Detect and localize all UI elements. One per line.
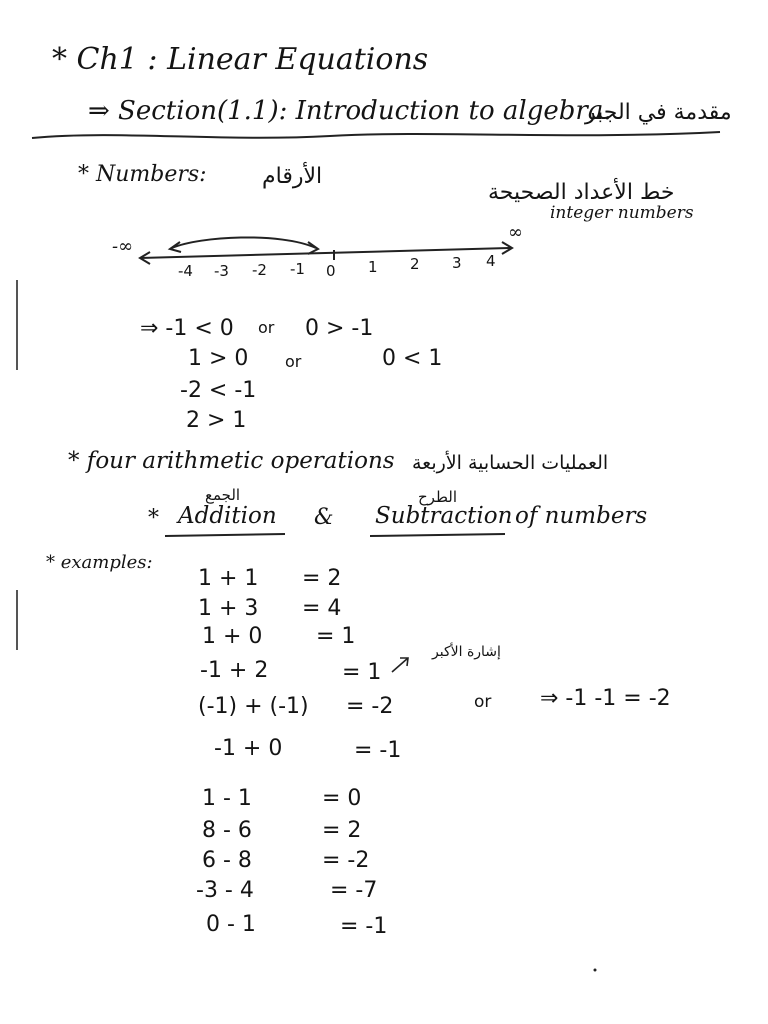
- comparison-left: -2 < -1: [180, 378, 257, 403]
- example-rhs: = -1: [340, 914, 388, 939]
- section-divider: [32, 132, 720, 138]
- example-rhs: = -7: [330, 878, 378, 903]
- subtraction-label: Subtraction: [375, 503, 513, 529]
- arc-right-arrow: [308, 242, 318, 254]
- section-heading-arabic: مقدمة في الجبر: [585, 100, 732, 125]
- example-rhs: = 1: [316, 624, 356, 649]
- section-heading: ⇒ Section(1.1): Introduction to algebra.: [88, 96, 612, 126]
- number-line-tick: -2: [252, 261, 267, 279]
- example-lhs: -1 + 2: [200, 658, 269, 683]
- example-rhs: = 1: [342, 660, 382, 685]
- comparison-right: 0 > -1: [305, 316, 374, 341]
- example-lhs: 0 - 1: [206, 912, 256, 937]
- integer-numbers-label: integer numbers: [550, 203, 694, 223]
- sign-note-arabic: إشارة الأكبر: [432, 644, 501, 660]
- operations-heading: * four arithmetic operations: [68, 448, 395, 474]
- addition-arabic: الجمع: [205, 486, 241, 504]
- comparison-left: ⇒ -1 < 0: [140, 316, 234, 341]
- alternative-or: or: [474, 692, 492, 712]
- example-rhs: = 2: [302, 566, 342, 591]
- ampersand: &: [314, 505, 334, 530]
- examples-label: * examples:: [46, 552, 153, 573]
- number-line-tick: -1: [290, 260, 305, 278]
- comparison-right: 0 < 1: [382, 346, 443, 371]
- operations-star: *: [148, 506, 159, 531]
- number-line-tick: -4: [178, 262, 193, 280]
- negative-infinity-label: -∞: [112, 236, 134, 257]
- example-rhs: = -2: [346, 694, 394, 719]
- example-lhs: 8 - 6: [202, 818, 252, 843]
- positive-infinity-label: ∞: [508, 222, 523, 243]
- stray-mark: [594, 969, 597, 972]
- number-line-tick: 3: [452, 254, 462, 272]
- example-rhs: = -2: [322, 848, 370, 873]
- subtraction-arabic: الطرح: [418, 488, 458, 506]
- example-rhs: = -1: [354, 738, 402, 763]
- example-lhs: 1 + 3: [198, 596, 259, 621]
- numbers-heading: * Numbers:: [78, 162, 207, 187]
- number-line-tick: -3: [214, 262, 229, 280]
- example-lhs: -1 + 0: [214, 736, 283, 761]
- comparison-left: 2 > 1: [186, 408, 247, 433]
- note-arrow: [392, 658, 408, 672]
- example-rhs: = 0: [322, 786, 362, 811]
- example-rhs: = 4: [302, 596, 342, 621]
- example-lhs: (-1) + (-1): [198, 694, 309, 719]
- alternative-expression: ⇒ -1 -1 = -2: [540, 686, 671, 711]
- example-rhs: = 2: [322, 818, 362, 843]
- example-lhs: -3 - 4: [196, 878, 254, 903]
- negative-range-arc: [172, 237, 316, 248]
- subtraction-underline: [370, 534, 505, 536]
- number-line-tick: 1: [368, 258, 378, 276]
- comparison-left: 1 > 0: [188, 346, 249, 371]
- of-numbers-label: of numbers: [515, 503, 648, 529]
- numbers-heading-arabic: الأرقام: [262, 164, 323, 189]
- example-lhs: 1 - 1: [202, 786, 252, 811]
- example-lhs: 1 + 1: [198, 566, 259, 591]
- operations-heading-arabic: العمليات الحسابية الأربعة: [412, 452, 609, 474]
- comparison-or: or: [258, 318, 275, 337]
- example-lhs: 1 + 0: [202, 624, 263, 649]
- example-lhs: 6 - 8: [202, 848, 252, 873]
- comparison-or: or: [285, 352, 302, 371]
- number-line-tick: 2: [410, 255, 420, 273]
- number-line-tick: 4: [486, 252, 496, 270]
- integer-line-arabic: خط الأعداد الصحيحة: [488, 180, 675, 205]
- addition-underline: [165, 534, 285, 536]
- page-title: * Ch1 : Linear Equations: [52, 42, 429, 77]
- number-line-tick: 0: [326, 262, 336, 280]
- addition-label: Addition: [178, 503, 277, 529]
